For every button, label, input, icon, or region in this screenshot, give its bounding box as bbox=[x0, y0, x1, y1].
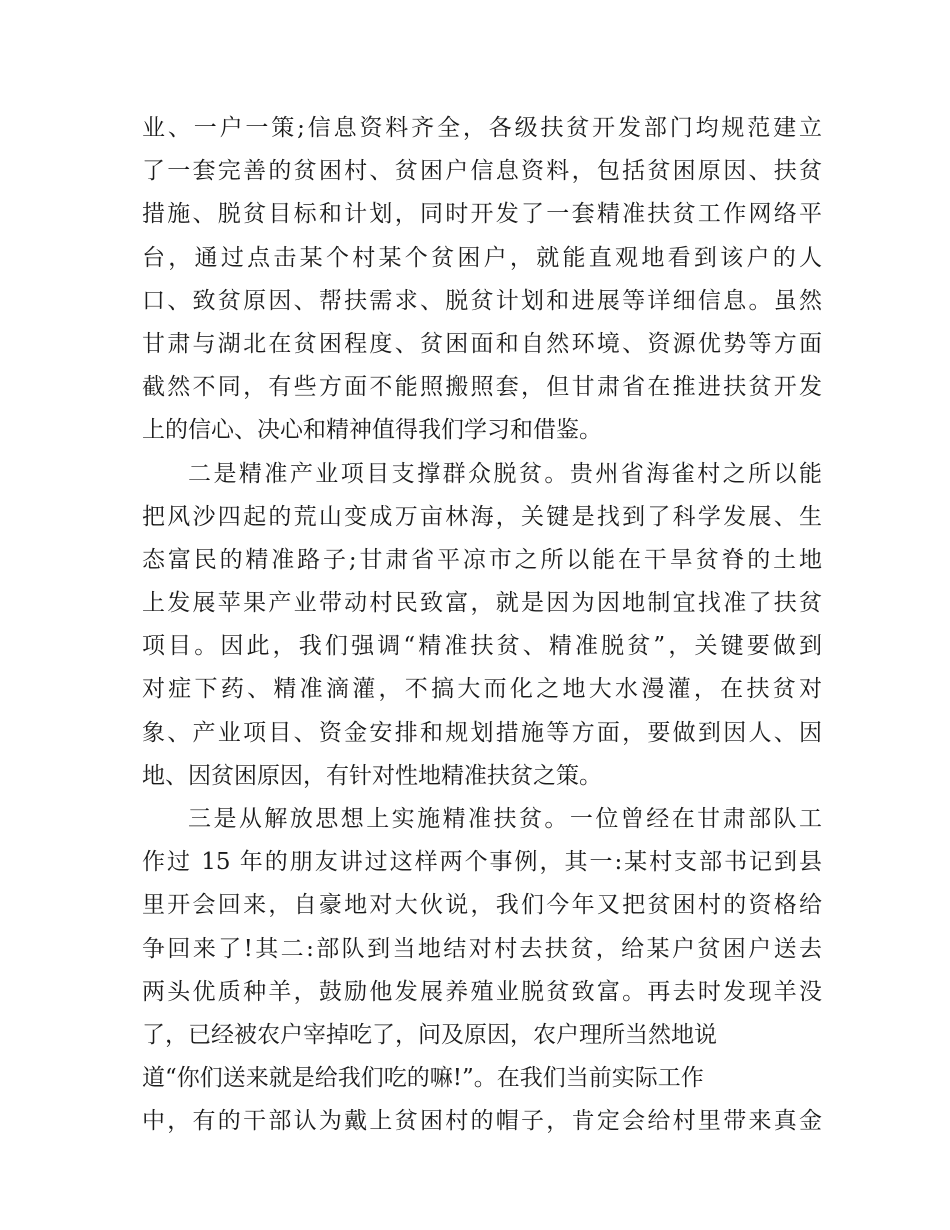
text-line: 两头优质种羊，鼓励他发展养殖业脱贫致富。再去时发现羊没 bbox=[142, 978, 822, 1005]
text-line: 争回来了!其二:部队到当地结对村去扶贫，给某户贫困户送去 bbox=[142, 935, 822, 962]
text-line: 道“你们送来就是给我们吃的嘛!”。在我们当前实际工作 bbox=[142, 1065, 704, 1092]
text-line: 对症下药、精准滴灌，不搞大而化之地大水漫灌，在扶贫对 bbox=[142, 676, 822, 703]
text-line: 里开会回来，自豪地对大伙说，我们今年又把贫困村的资格给 bbox=[142, 892, 822, 919]
text-line: 地、因贫困原因，有针对性地精准扶贫之策。 bbox=[142, 762, 602, 789]
text-line: 作过 15 年的朋友讲过这样两个事例，其一:某村支部书记到县 bbox=[142, 849, 822, 876]
text-line: 台，通过点击某个村某个贫困户，就能直观地看到该户的人 bbox=[142, 244, 822, 271]
text-line: 上发展苹果产业带动村民致富，就是因为因地制宜找准了扶贫 bbox=[142, 590, 822, 617]
text-line: 业、一户一策;信息资料齐全，各级扶贫开发部门均规范建立 bbox=[142, 115, 822, 141]
text-line: 中，有的干部认为戴上贫困村的帽子，肯定会给村里带来真金 bbox=[142, 1108, 822, 1135]
text-line: 项目。因此，我们强调“精准扶贫、精准脱贫”，关键要做到 bbox=[142, 633, 822, 660]
text-line: 口、致贫原因、帮扶需求、脱贫计划和进展等详细信息。虽然 bbox=[142, 287, 822, 314]
text-line: 把风沙四起的荒山变成万亩林海，关键是找到了科学发展、生 bbox=[142, 503, 822, 530]
text-line: 了一套完善的贫困村、贫困户信息资料，包括贫困原因、扶贫 bbox=[142, 158, 822, 185]
text-line: 甘肃与湖北在贫困程度、贫困面和自然环境、资源优势等方面 bbox=[142, 330, 822, 357]
text-line: 上的信心、决心和精神值得我们学习和借鉴。 bbox=[142, 417, 602, 444]
text-line: 象、产业项目、资金安排和规划措施等方面，要做到因人、因 bbox=[142, 719, 822, 746]
text-line: 了，已经被农户宰掉吃了，问及原因，农户理所当然地说 bbox=[142, 1021, 717, 1048]
body-text bbox=[142, 107, 822, 1144]
text-line: 态富民的精准路子;甘肃省平凉市之所以能在干旱贫脊的土地 bbox=[142, 546, 822, 573]
text-line: 截然不同，有些方面不能照搬照套，但甘肃省在推进扶贫开发 bbox=[142, 374, 822, 401]
text-line: 措施、脱贫目标和计划，同时开发了一套精准扶贫工作网络平 bbox=[142, 201, 822, 228]
paragraph-start-line: 二是精准产业项目支撑群众脱贫。贵州省海雀村之所以能 bbox=[188, 460, 822, 487]
paragraph-start-line: 三是从解放思想上实施精准扶贫。一位曾经在甘肃部队工 bbox=[188, 806, 822, 832]
